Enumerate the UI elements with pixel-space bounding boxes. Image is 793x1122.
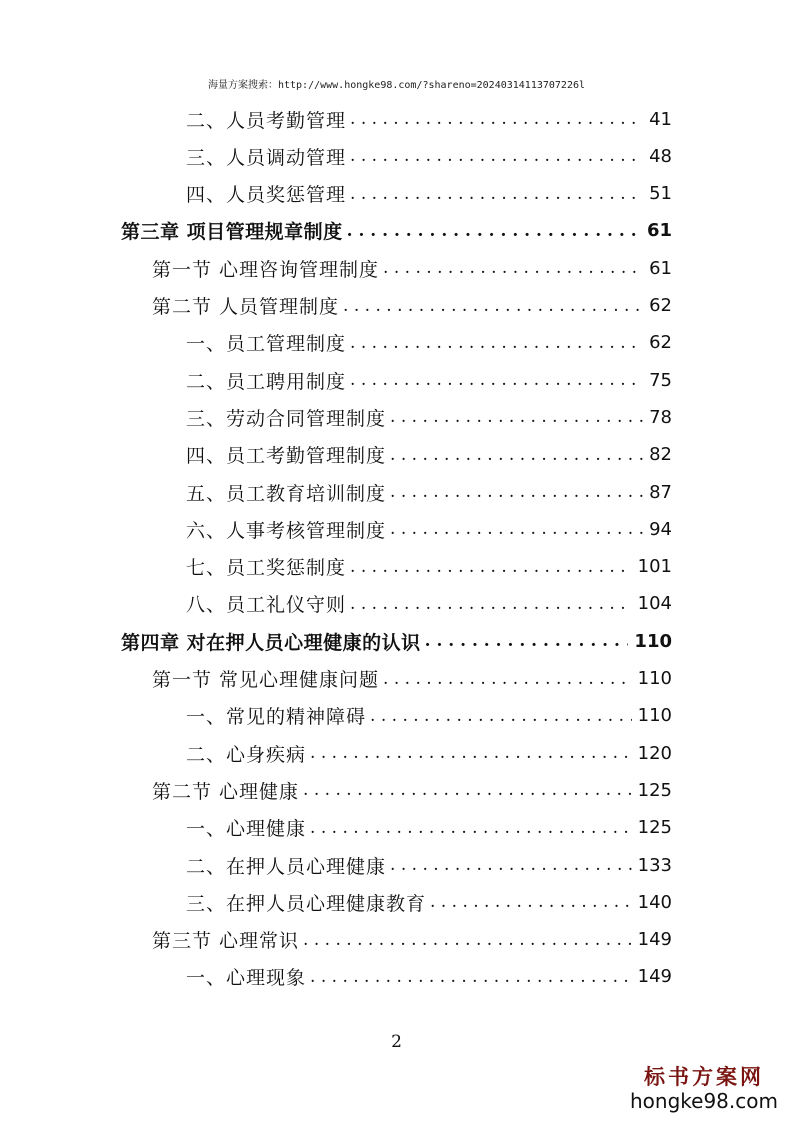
toc-entry[interactable] (186, 474, 672, 510)
toc-entry[interactable] (186, 810, 672, 846)
toc-entry-page: 62 (649, 295, 672, 316)
toc-leader-dots (421, 631, 629, 651)
toc-entry-page: 110 (637, 705, 672, 727)
toc-leader-dots (366, 706, 632, 726)
toc-entry-page: 94 (649, 518, 672, 540)
toc-entry-label: 一、心理现象 (186, 967, 307, 990)
toc-leader-dots (306, 818, 632, 838)
toc-leader-dots (346, 184, 643, 204)
toc-leader-dots (379, 669, 632, 689)
toc-entry-page: 51 (649, 183, 672, 205)
toc-entry-label: 第四章 对在押人员心理健康的认识 (121, 631, 421, 654)
toc-leader-dots (306, 743, 632, 763)
toc-section-entry[interactable] (152, 772, 672, 808)
toc-entry-label: 三、在押人员心理健康教育 (186, 892, 427, 915)
toc-entry[interactable] (186, 138, 672, 174)
toc-entry-page: 140 (637, 891, 672, 913)
toc-entry-label: 一、常见的精神障碍 (186, 706, 367, 729)
toc-entry[interactable] (186, 362, 672, 398)
toc-entry-label: 二、人员考勤管理 (186, 109, 347, 132)
toc-entry-label: 四、人员奖惩管理 (186, 184, 347, 207)
toc-leader-dots (379, 258, 643, 278)
toc-entry-page: 125 (637, 817, 672, 839)
toc-entry[interactable] (186, 511, 672, 547)
toc-leader-dots (386, 855, 632, 875)
toc-entry-label: 一、员工管理制度 (186, 333, 347, 356)
toc-entry-label: 二、心身疾病 (186, 743, 307, 766)
toc-entry-page: 87 (649, 481, 672, 503)
toc-entry-page: 62 (649, 332, 672, 354)
toc-leader-dots (386, 445, 643, 465)
toc-chapter-entry[interactable] (121, 623, 672, 659)
toc-leader-dots (299, 930, 632, 950)
toc-leader-dots (386, 482, 643, 502)
toc-entry[interactable] (186, 959, 672, 995)
toc-entry-page: 82 (649, 444, 672, 466)
toc-leader-dots (386, 519, 643, 539)
toc-leader-dots (346, 594, 632, 614)
toc-entry[interactable] (186, 698, 672, 734)
watermark-en-text: hongke98.com (630, 1089, 778, 1113)
toc-section-entry[interactable] (152, 288, 672, 324)
toc-entry[interactable] (186, 437, 672, 473)
toc-entry-label: 第一节 心理咨询管理制度 (152, 258, 380, 281)
toc-entry[interactable] (186, 586, 672, 622)
toc-entry-label: 七、员工奖惩制度 (186, 557, 347, 580)
toc-entry-label: 一、心理健康 (186, 818, 307, 841)
page-number: 2 (391, 1032, 402, 1052)
toc-leader-dots (346, 557, 632, 577)
toc-entry[interactable] (186, 176, 672, 212)
toc-entry-label: 三、人员调动管理 (186, 146, 347, 169)
toc-entry-label: 第一节 常见心理健康问题 (152, 669, 380, 691)
toc-entry-label: 四、员工考勤管理制度 (186, 445, 387, 468)
toc-entry-label: 二、在押人员心理健康 (186, 855, 387, 878)
toc-entry[interactable] (186, 847, 672, 883)
toc-leader-dots (339, 296, 643, 316)
toc-section-entry[interactable] (152, 661, 672, 697)
toc-entry-page: 110 (634, 630, 672, 652)
toc-entry-label: 五、员工教育培训制度 (186, 482, 387, 505)
toc-entry-label: 二、员工聘用制度 (186, 370, 347, 393)
toc-leader-dots (346, 146, 643, 166)
toc-leader-dots (386, 407, 643, 427)
toc-leader-dots (343, 221, 641, 241)
toc-leader-dots (306, 967, 632, 987)
toc-entry-page: 61 (646, 220, 672, 242)
toc-entry[interactable] (186, 325, 672, 361)
header-url-text: 海量方案搜索：http://www.hongke98.com/?shareno=20240314113707226l (207, 80, 586, 91)
toc-entry-label: 六、人事考核管理制度 (186, 519, 387, 542)
toc-entry-page: 48 (649, 145, 672, 167)
toc-entry-page: 125 (637, 779, 672, 801)
toc-entry[interactable] (186, 549, 672, 585)
toc-leader-dots (346, 333, 643, 353)
toc-entry-label: 第二节 人员管理制度 (152, 296, 340, 318)
toc-entry-page: 41 (649, 108, 672, 130)
toc-entry-label: 第三章 项目管理规章制度 (121, 221, 343, 244)
toc-leader-dots (299, 780, 632, 800)
toc-leader-dots (426, 892, 632, 912)
toc-entry-label: 第二节 心理健康 (152, 780, 300, 803)
toc-entry[interactable] (186, 101, 672, 137)
toc-entry-page: 104 (637, 593, 672, 615)
toc-entry-page: 78 (649, 406, 672, 428)
toc-entry-page: 75 (649, 369, 672, 391)
toc-chapter-entry[interactable] (121, 213, 672, 249)
toc-section-entry[interactable] (152, 250, 672, 286)
toc-section-entry[interactable] (152, 922, 672, 958)
toc-entry[interactable] (186, 884, 672, 920)
site-watermark-logo (629, 1064, 779, 1112)
toc-entry-page: 101 (637, 556, 672, 578)
toc-entry-label: 八、员工礼仪守则 (186, 594, 347, 617)
toc-entry-label: 三、劳动合同管理制度 (186, 407, 387, 430)
watermark-cn-text: 标书方案网 (644, 1064, 764, 1089)
toc-entry-page: 61 (649, 257, 672, 279)
toc-entry-page: 133 (637, 854, 672, 876)
toc-entry[interactable] (186, 399, 672, 435)
toc-leader-dots (346, 109, 643, 129)
toc-entry-page: 120 (637, 742, 672, 764)
toc-entry-page: 149 (637, 966, 672, 988)
toc-leader-dots (346, 370, 643, 390)
toc-entry[interactable] (186, 735, 672, 771)
toc-entry-label: 第三节 心理常识 (152, 930, 300, 953)
toc-entry-page: 110 (637, 668, 672, 689)
toc-entry-page: 149 (637, 929, 672, 951)
